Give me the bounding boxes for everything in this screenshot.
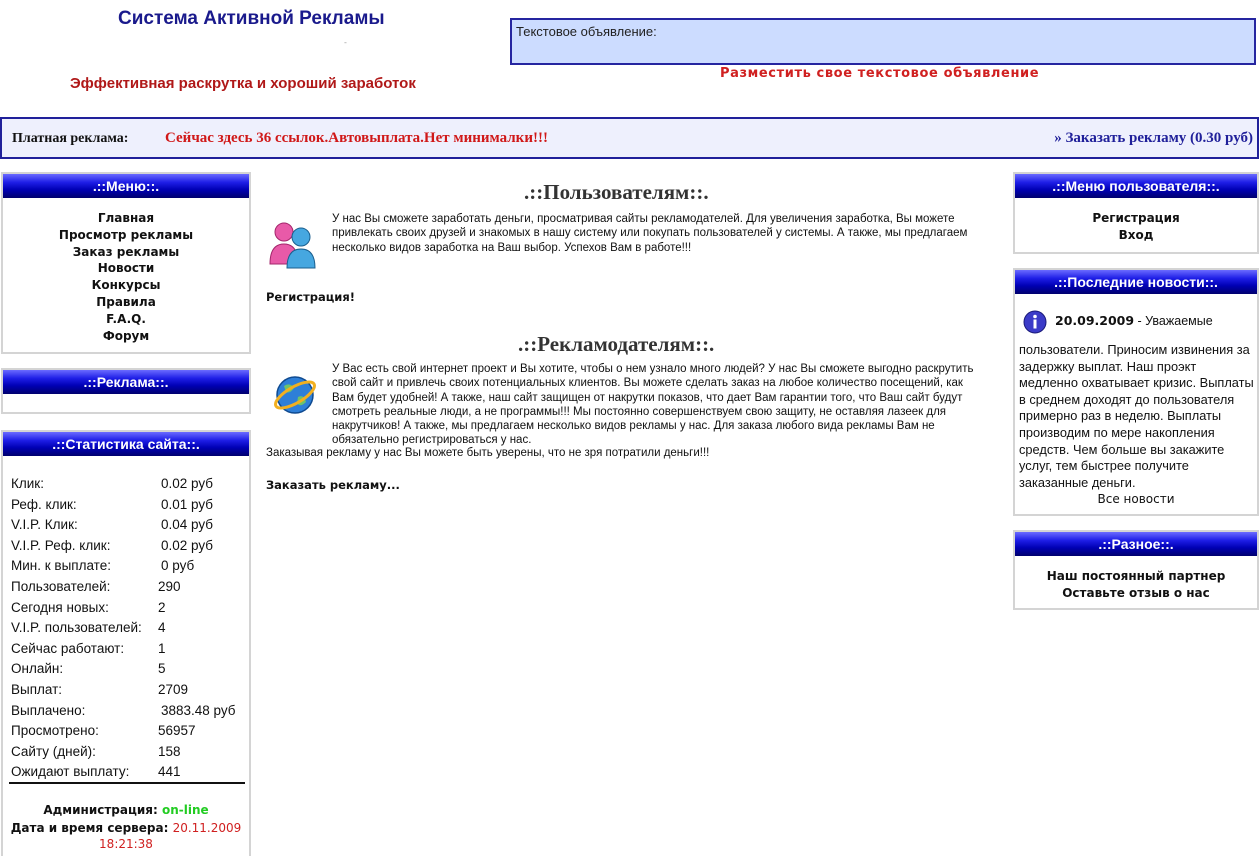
stat-value: 4 <box>158 620 166 636</box>
main-menu-list <box>3 198 249 344</box>
stat-label: Просмотрено: <box>11 723 99 739</box>
admin-status-line <box>3 803 249 817</box>
misc-item[interactable]: Оставьте отзыв о нас <box>1062 585 1210 600</box>
stat-value: 158 <box>158 743 181 759</box>
server-time-line <box>3 821 249 835</box>
stat-value: 2 <box>158 599 166 615</box>
text-ad-box[interactable] <box>510 18 1256 65</box>
stat-value: 290 <box>158 579 181 594</box>
info-icon <box>1023 310 1047 338</box>
site-stats-title: .::Статистика сайта::. <box>3 432 249 456</box>
news-headline <box>1055 313 1213 328</box>
advertisers-text: У Вас есть свой интернет проект и Вы хотите, чтобы о нем узнало много людей? У нас Вы сможете выгодно раскрутить свой сайт и привлечь своих потенциальных клиентов. Вы можете сделать заказ на любое количество посещений, как Вам будет удобней! А также, наш сайт защищен от накрутки показов, что дает Вам гарантии того, что Ваш сайт будут смотреть реальные люди, а не программы!!! Мы постоянно совершенствуем свою защиту, не оставляя лазеек для накрутчиков! А также, мы предлагаем несколько видов рекламы у нас. Для заказа любого вида рекламы Вам не обязательно регистрироваться у нас. <box>332 363 974 447</box>
stat-value: 441 <box>158 764 181 780</box>
ads-panel <box>1 368 251 414</box>
menu-item[interactable]: Форум <box>102 328 150 343</box>
stat-value: 1 <box>158 640 166 656</box>
order-ad-link-center[interactable]: Заказать рекламу... <box>266 478 400 492</box>
server-date: 20.11.2009 <box>172 821 242 835</box>
admin-status: on-line <box>161 803 209 817</box>
place-text-ad-link[interactable]: Разместить свое текстовое объявление <box>720 66 1040 81</box>
paid-ads-bar <box>0 117 1259 159</box>
stat-label: Онлайн: <box>11 661 64 677</box>
news-date: 20.09.2009 <box>1055 313 1135 328</box>
stat-value: 0.04 руб <box>161 517 214 533</box>
paid-ads-label: Платная реклама: <box>12 131 129 146</box>
stat-label: Пользователей: <box>11 579 111 594</box>
paid-ads-link[interactable]: Сейчас здесь 36 ссылок.Автовыплата.Нет минималки!!! <box>165 130 548 146</box>
stat-label: Клик: <box>11 476 44 491</box>
server-time-label: Дата и время сервера: <box>10 821 169 835</box>
user-menu-item[interactable]: Регистрация <box>1092 211 1180 225</box>
stat-label: V.I.P. пользователей: <box>11 620 142 636</box>
order-ad-link[interactable]: » Заказать рекламу (0.30 руб) <box>1054 130 1253 146</box>
all-news-link[interactable]: Все новости <box>1097 492 1175 506</box>
main-menu-title: .::Меню::. <box>3 174 249 198</box>
server-time: 18:21:38 <box>99 837 153 851</box>
site-slogan: Эффективная раскрутка и хороший заработок <box>70 75 416 92</box>
user-menu-list <box>1015 198 1257 244</box>
news-panel <box>1013 268 1259 516</box>
register-link[interactable]: Регистрация! <box>266 290 355 304</box>
advertisers-text-2: Заказывая рекламу у нас Вы можете быть уверены, что не зря потратили деньги!!! <box>266 447 710 459</box>
stat-label: Сейчас работают: <box>11 640 125 656</box>
user-menu-panel <box>1013 172 1259 254</box>
users-heading: .::Пользователям::. <box>524 180 709 204</box>
stat-value: 0.01 руб <box>161 496 214 512</box>
admin-label: Администрация: <box>43 803 158 817</box>
stat-value: 5 <box>158 661 166 677</box>
menu-item[interactable]: Главная <box>97 211 155 225</box>
users-text: У нас Вы сможете заработать деньги, просматривая сайты рекламодателей. Для увеличения заработка, Вы можете привлекать своих друзей и знакомых в нашу систему или покупать пользователей у системы. А также, мы предлагаем несколько видов заработка на Ваш выбор. Успехов Вам в работе!!! <box>332 213 968 254</box>
menu-item[interactable]: Заказ рекламы <box>72 244 180 259</box>
news-title: .::Последние новости::. <box>1015 270 1257 294</box>
users-icon <box>267 220 321 274</box>
ads-title: .::Реклама::. <box>3 370 249 394</box>
misc-panel <box>1013 530 1259 610</box>
user-menu-title: .::Меню пользователя::. <box>1015 174 1257 198</box>
stat-value: 0 руб <box>161 558 195 574</box>
stat-label: Сегодня новых: <box>11 599 109 615</box>
stat-label: V.I.P. Клик: <box>11 517 78 533</box>
main-menu-panel <box>1 172 251 354</box>
stat-value: 0.02 руб <box>161 476 214 491</box>
news-dash: - Уважаемые <box>1134 314 1213 328</box>
site-stats-panel <box>1 430 251 856</box>
stat-value: 3883.48 руб <box>161 702 236 718</box>
stat-value: 2709 <box>158 682 189 697</box>
globe-icon <box>272 372 318 422</box>
text-ad-label: Текстовое объявление: <box>516 24 657 39</box>
stat-label: V.I.P. Реф. клик: <box>11 537 111 553</box>
site-title: Система Активной Рекламы <box>118 8 385 29</box>
menu-item[interactable]: Правила <box>96 294 156 309</box>
stat-label: Реф. клик: <box>11 496 77 512</box>
stat-label: Мин. к выплате: <box>11 558 111 574</box>
stat-label: Выплат: <box>11 682 63 697</box>
stats-divider <box>9 782 245 784</box>
stat-value: 56957 <box>158 723 196 739</box>
misc-title: .::Разное::. <box>1015 532 1257 556</box>
news-text: пользователи. Приносим извинения за задержку выплат. Наш проэкт медленно охватывает кризис. Выплаты в среднем доходят до пользователя примерно раз в неделю. Выплаты производим по мере накопления средств. Чем больше вы закажите услуг, тем быстрее получите заказанные деньги. <box>1019 342 1254 490</box>
misc-item[interactable]: Наш постоянный партнер <box>1046 569 1226 583</box>
menu-item[interactable]: Конкурсы <box>91 278 161 293</box>
stat-value: 0.02 руб <box>161 537 214 553</box>
user-menu-item[interactable]: Вход <box>1118 227 1154 242</box>
stat-label: Выплачено: <box>11 702 86 718</box>
menu-item[interactable]: Просмотр рекламы <box>58 227 194 242</box>
misc-list <box>1015 556 1257 602</box>
advertisers-heading: .::Рекламодателям::. <box>518 332 715 356</box>
menu-item[interactable]: F.A.Q. <box>106 311 146 326</box>
header-dot: - <box>344 38 347 47</box>
stat-label: Ожидают выплату: <box>11 764 130 780</box>
stat-label: Сайту (дней): <box>11 743 96 759</box>
menu-item[interactable]: Новости <box>97 261 155 276</box>
